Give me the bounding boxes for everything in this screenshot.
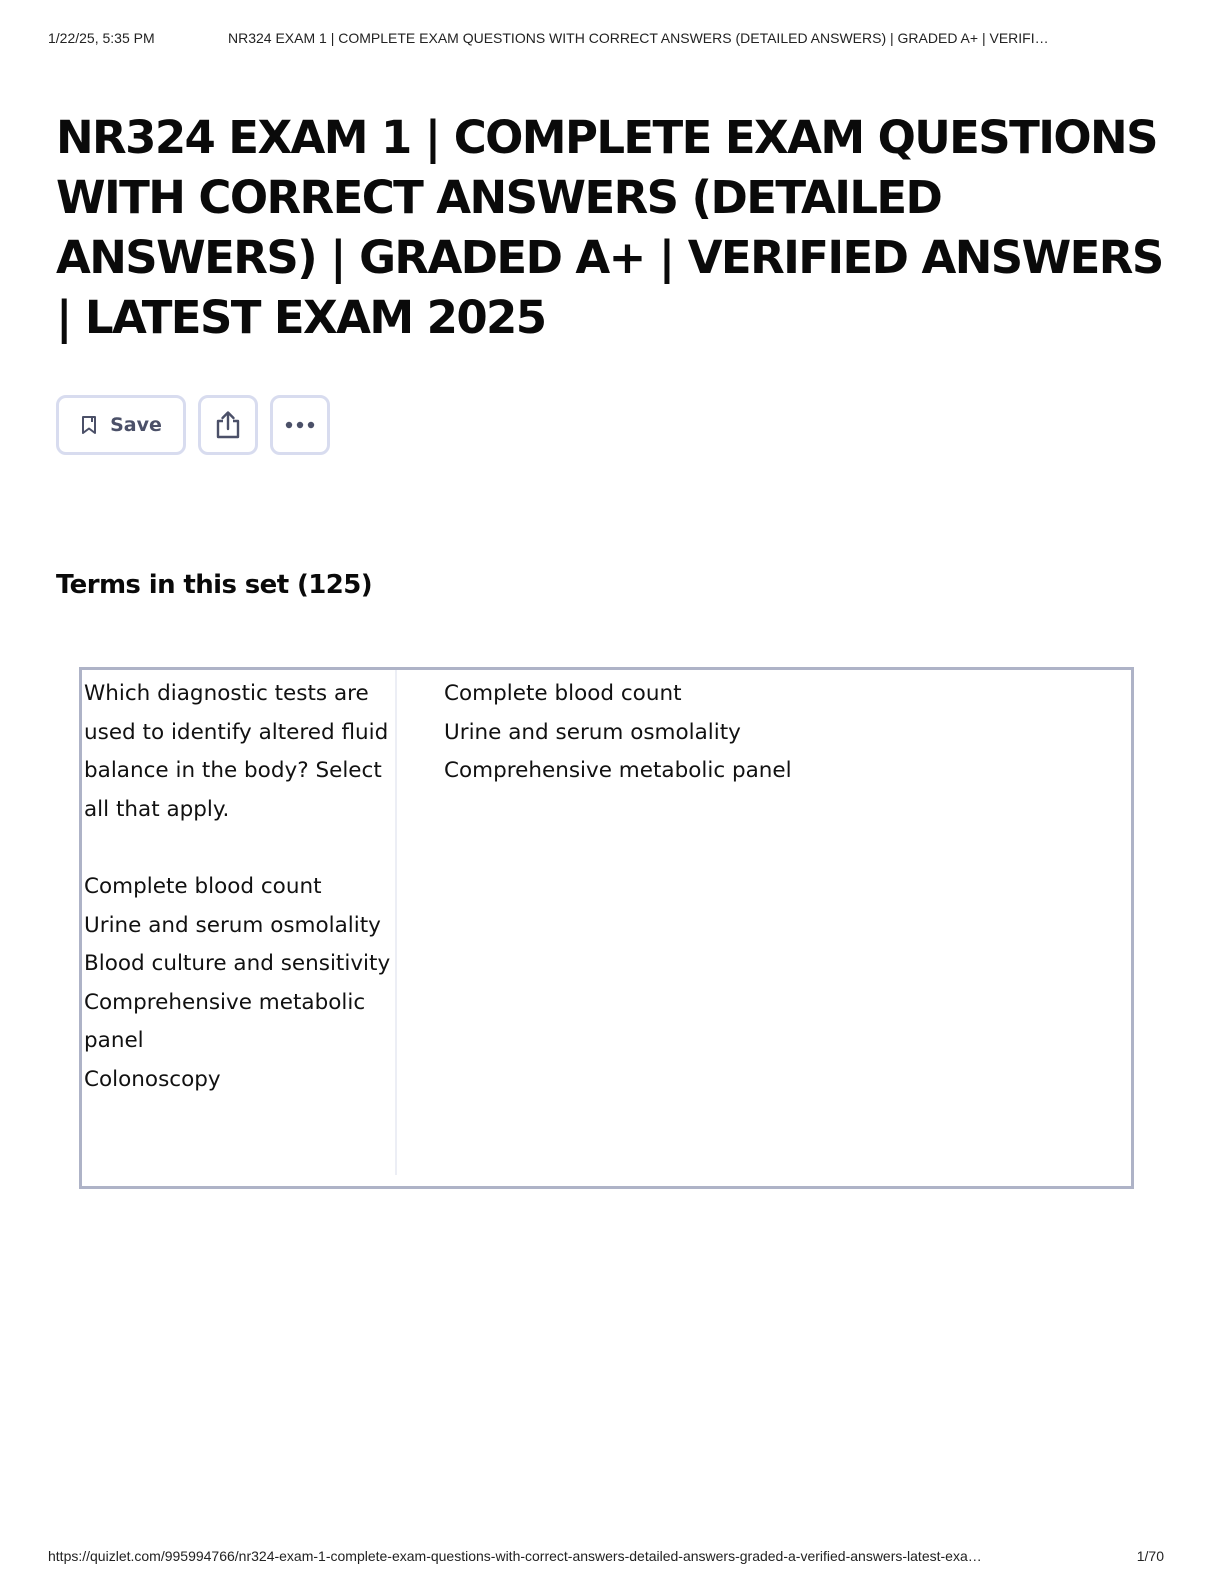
page-title: NR324 EXAM 1 | COMPLETE EXAM QUESTIONS WITH CORRECT ANSWERS (DETAILED ANSWERS) | GRADED A+ | VERIFIED ANSWERS | LATEST EXAM 2025 (56, 111, 1163, 344)
print-page-number: 1/70 (1136, 1548, 1164, 1564)
share-icon (214, 410, 242, 440)
term-question: Which diagnostic tests are used to identify altered fluid balance in the body? Select all that apply. (84, 681, 389, 822)
more-options-button[interactable] (270, 395, 330, 455)
save-button[interactable] (56, 395, 186, 455)
terms-heading: Terms in this set (125) (56, 570, 373, 600)
term-option: Comprehensive metabolic panel (84, 989, 366, 1054)
share-button[interactable] (198, 395, 258, 455)
term-option: Colonoscopy (84, 1066, 221, 1092)
print-page-title: NR324 EXAM 1 | COMPLETE EXAM QUESTIONS WITH CORRECT ANSWERS (DETAILED ANSWERS) | GRADED A+ | VERIFI… (228, 30, 1049, 46)
print-url: https://quizlet.com/995994766/nr324-exam-1-complete-exam-questions-with-correct-answers-detailed-answers-graded-a-verified-answers-latest-exa… (48, 1548, 982, 1564)
set-actions (56, 395, 330, 455)
term-side (82, 670, 397, 1175)
print-header (48, 30, 1176, 50)
term-option: Blood culture and sensitivity (84, 951, 391, 977)
definition-answer: Complete blood count (444, 681, 682, 706)
definition-answer: Urine and serum osmolality (444, 719, 741, 745)
term-card (79, 667, 1134, 1189)
definition-side (444, 670, 1104, 791)
bookmark-icon (80, 415, 98, 435)
definition-answer: Comprehensive metabolic panel (444, 758, 792, 784)
print-datetime: 1/22/25, 5:35 PM (48, 30, 155, 46)
print-footer (48, 1548, 1176, 1568)
more-dots-icon (285, 421, 315, 429)
term-option: Urine and serum osmolality (84, 912, 381, 938)
save-label: Save (110, 414, 162, 436)
term-option: Complete blood count (84, 873, 322, 899)
